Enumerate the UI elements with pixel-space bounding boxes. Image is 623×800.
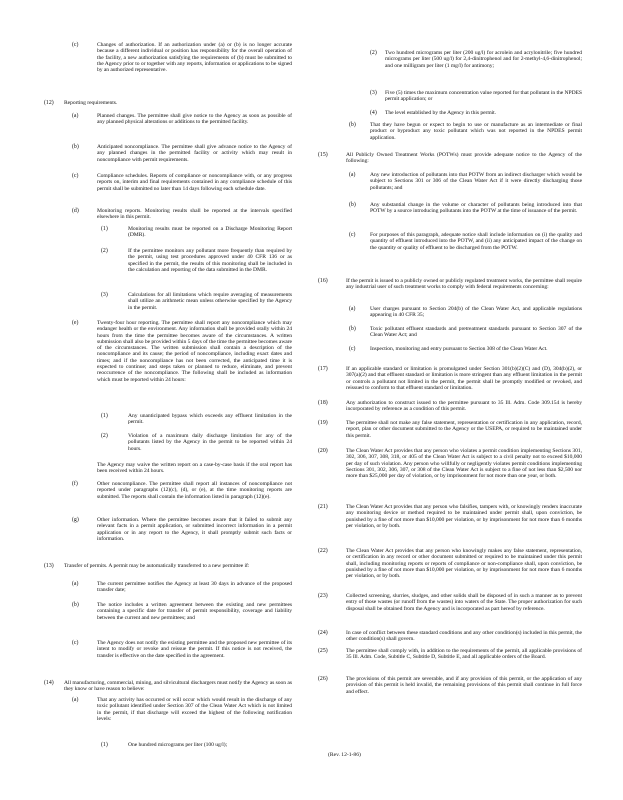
right-paragraph-marker: (b) (349, 122, 356, 128)
right-paragraph: User charges pursuant to Section 204(b) of the Clean Water Act, and applicable regulations appearing in 40 CFR 35; (370, 306, 582, 319)
left-paragraph-marker: (1) (101, 226, 108, 232)
right-paragraph-marker: (b) (349, 326, 356, 332)
right-paragraph: If an applicable standard or limitation is promulgated under Section 301(b)(2)(C) and (D), 304(b)(2), or 307(a)(2) and that effluent standard or limitation is more stringent than any effluent limitation in the permit or controls a pollutant not limited in the permit, the permit shall be promptly modified or revoked, and reissued to conform to that effluent standard or limitation. (346, 366, 582, 391)
right-paragraph-marker: (22) (318, 548, 328, 554)
left-paragraph: Any unanticipated bypass which exceeds any effluent limitation in the permit. (128, 413, 292, 426)
right-paragraph-marker: (4) (370, 110, 377, 116)
left-paragraph: Reporting requirements. (64, 100, 118, 106)
right-paragraph: Two hundred micrograms per liter (200 ug/l) for acrolein and acrylonitrile; five hundred micrograms per liter (500 ug/l) for 2,4-dinitrophenol and for 2-methyl-4,6-dinitrophenol; and one milligram per liter (1 mg/l) for antimony; (385, 50, 582, 69)
left-paragraph-marker: (e) (72, 320, 79, 326)
right-paragraph: For purposes of this paragraph, adequate notice shall include information on (i) the quality and quantity of effluent introduced into the POTW, and (ii) any anticipated impact of the change on the quantity or quality of effluent to be discharged from the POTW. (370, 232, 582, 251)
left-paragraph-marker: (3) (101, 292, 108, 298)
right-paragraph-marker: (17) (318, 366, 328, 372)
right-paragraph-marker: (23) (318, 593, 328, 599)
left-paragraph: The notice includes a written agreement between the existing and new permittees containing a specific date for transfer of permit responsibility, coverage and liability between the current and new permittees; and (97, 602, 292, 621)
left-paragraph-marker: (a) (72, 581, 79, 587)
left-paragraph: Anticipated noncompliance. The permittee shall give advance notice to the Agency of any planned changes in the permitted facility or activity which may result in noncompliance with permit requirements. (97, 144, 292, 163)
right-paragraph-marker: (26) (318, 676, 328, 682)
left-paragraph: Violation of a maximum daily discharge limitation for any of the pollutants listed by the Agency in the permit to be reported within 24 hours. (128, 433, 292, 452)
right-paragraph: All Publicly Owned Treatment Works (POTWs) must provide adequate notice to the Agency of the following: (346, 152, 582, 165)
left-paragraph-marker: (1) (101, 413, 108, 419)
left-paragraph-marker: (b) (72, 602, 79, 608)
right-paragraph-marker: (a) (349, 306, 356, 312)
left-paragraph: Planned changes. The permittee shall give notice to the Agency as soon as possible of any planned physical alterations or additions to the permitted facility. (97, 113, 292, 126)
right-paragraph: Five (5) times the maximum concentration value reported for that pollutant in the NPDES permit application; or (385, 90, 582, 103)
left-paragraph-marker: (c) (72, 640, 79, 646)
left-paragraph: One hundred micrograms per liter (100 ug/l); (128, 742, 228, 748)
revision-footer: (Rev. 12-1-86) (328, 752, 361, 758)
left-paragraph: Transfer of permits. A permit may be automatically transferred to a new permittee if: (64, 563, 250, 569)
right-paragraph: Any authorization to construct issued to the permittee pursuant to 35 Ill. Adm. Code 309.154 is hereby incorporated by reference as a condition of this permit. (346, 400, 582, 413)
left-paragraph: That any activity has occurred or will occur which would result in the discharge of any toxic pollutant identified under Section 307 of the Clean Water Act which is not limited in the permit, if that discharge will exceed the highest of the following notification levels: (97, 697, 292, 722)
right-paragraph-marker: (c) (349, 232, 356, 238)
left-paragraph-marker: (c) (72, 42, 79, 48)
left-paragraph: Other information. Where the permittee becomes aware that it failed to submit any relevant facts in a permit application, or submitted incorrect information in a permit application or in any report to the Agency, it shall promptly submit such facts or information. (97, 517, 292, 542)
right-paragraph: Any substantial change in the volume or character of pollutants being introduced into that POTW by a source introducing pollutants into the POTW at the time of issuance of the permit. (370, 202, 582, 215)
left-paragraph: The Agency does not notify the existing permittee and the proposed new permittee of its intent to modify or revoke and reissue the permit. If this notice is not received, the transfer is effective on the date specified in the agreement. (97, 640, 292, 659)
left-paragraph-marker: (c) (72, 173, 79, 179)
left-paragraph: The current permittee notifies the Agency at least 30 days in advance of the proposed transfer date; (97, 581, 292, 594)
right-paragraph-marker: (20) (318, 448, 328, 454)
right-paragraph-marker: (16) (318, 278, 328, 284)
right-paragraph: In case of conflict between these standard conditions and any other condition(s) included in this permit, the other condition(s) shall govern. (346, 630, 582, 643)
right-paragraph: The Clean Water Act provides that any person who falsifies, tampers with, or knowingly renders inaccurate any monitoring device or method required to be maintained under permit shall, upon conviction, be punished by a fine of not more than $10,000 per violation, or by imprisonment for not more than 6 months per violation, or by both. (346, 504, 582, 529)
right-paragraph: The Clean Water Act provides that any person who violates a permit condition implementing Sections 301, 302, 306, 307, 308, 318, or 405 of the Clean Water Act is subject to a civil penalty not to exceed $10,000 per day of such violation. Any person who willfully or negligently violates permit conditions implementing Sections 301, 302, 306, 307, or 308 of the Clean Water Act is subject to a fine of not less than $2,500 nor more than $25,000 per day of violation, or by imprisonment for not more than one year, or both. (346, 448, 582, 480)
right-paragraph-marker: (3) (370, 90, 377, 96)
right-paragraph: If the permit is issued to a publicly owned or publicly regulated treatment works, the permittee shall require any industrial user of such treatment works to comply with federal requirements concerning: (346, 278, 582, 291)
left-paragraph: The Agency may waive the written report on a case-by-case basis if the oral report has been received within 24 hours. (97, 462, 292, 475)
right-paragraph-marker: (2) (370, 50, 377, 56)
left-paragraph-marker: (a) (72, 697, 79, 703)
right-paragraph-marker: (21) (318, 504, 328, 510)
right-paragraph-marker: (24) (318, 630, 328, 636)
left-paragraph-marker: (f) (72, 481, 78, 487)
left-paragraph-marker: (b) (72, 144, 79, 150)
left-paragraph: Calculations for all limitations which require averaging of measurements shall utilize an arithmetic mean unless otherwise specified by the Agency in the permit. (128, 292, 292, 311)
left-paragraph: If the permittee monitors any pollutant more frequently than required by the permit, using test procedures approved under 40 CFR 136 or as specified in the permit, the results of this monitoring shall be included in the calculation and reporting of the data submitted in the DMR. (128, 248, 292, 273)
right-paragraph: The permittee shall not make any false statement, representation or certification in any application, record, report, plan or other document submitted to the Agency or the USEPA, or required to be maintained under this permit. (346, 420, 582, 439)
right-paragraph: The Clean Water Act provides that any person who knowingly makes any false statement, representation, or certification in any record or other document submitted or required to be maintained under this permit shall, including monitoring reports or reports of compliance or non-compliance shall, upon conviction, be punished by a fine of not more than $10,000 per violation, or by imprisonment for not more than 6 months per violation, or by both. (346, 548, 582, 580)
left-paragraph: Twenty-four hour reporting. The permittee shall report any noncompliance which may endanger health or the environment. Any information shall be provided orally within 24 hours from the time the permittee becomes aware of the circumstances. A written submission shall also be provided within 5 days of the time the permittee becomes aware of the circumstances. The written submission shall contain a description of the noncompliance and its cause; the period of noncompliance, including exact dates and times; and if the noncompliance has not been corrected, the anticipated time it is expected to continue; and steps taken or planned to reduce, eliminate, and prevent reoccurrence of the noncompliance. The following shall be included as information which must be reported within 24 hours: (97, 320, 292, 383)
left-paragraph-marker: (14) (44, 680, 54, 686)
left-paragraph-marker: (a) (72, 113, 79, 119)
right-paragraph: The level established by the Agency in this permit. (385, 110, 497, 116)
right-paragraph-marker: (a) (349, 172, 356, 178)
right-paragraph-marker: (18) (318, 400, 328, 406)
right-paragraph-marker: (b) (349, 202, 356, 208)
right-paragraph-marker: (15) (318, 152, 328, 158)
left-paragraph-marker: (2) (101, 248, 108, 254)
right-paragraph: Any new introduction of pollutants into that POTW from an indirect discharger which would be subject to Sections 301 or 306 of the Clean Water Act if it were directly discharging those pollutants; and (370, 172, 582, 191)
right-paragraph: Toxic pollutant effluent standards and pretreatment standards pursuant to Section 307 of the Clean Water Act; and (370, 326, 582, 339)
right-paragraph: The permittee shall comply with, in addition to the requirements of the permit, all applicable provisions of 35 Ill. Adm. Code, Subtitle C, Subtitle D, Subtitle E, and all applicable orders of the Board. (346, 648, 582, 661)
left-paragraph-marker: (13) (44, 563, 54, 569)
right-paragraph-marker: (25) (318, 648, 328, 654)
right-paragraph-marker: (c) (349, 346, 356, 352)
right-paragraph-marker: (19) (318, 420, 328, 426)
right-paragraph: Collected screening, slurries, sludges, and other solids shall be disposed of in such a manner as to prevent entry of those wastes (or runoff from the wastes) into waters of the State. The proper authorization for such disposal shall be obtained from the Agency and is incorporated as part hereof by reference. (346, 593, 582, 612)
left-paragraph-marker: (d) (72, 208, 79, 214)
left-paragraph: Compliance schedules. Reports of compliance or noncompliance with, or any progress reports on, interim and final requirements contained in any compliance schedule of this permit shall be submitted no later than 14 days following each schedule date. (97, 173, 292, 192)
left-paragraph-marker: (1) (101, 742, 108, 748)
left-paragraph: Monitoring results must be reported on a Discharge Monitoring Report (DMR). (128, 226, 292, 239)
left-paragraph: Other noncompliance. The permittee shall report all instances of noncompliance not reported under paragraphs (12)(c), (d), or (e), at the time monitoring reports are submitted. The reports shall contain the information listed in paragraph (12)(e). (97, 481, 292, 500)
left-paragraph: Monitoring reports. Monitoring results shall be reported at the intervals specified elsewhere in this permit. (97, 208, 292, 221)
right-paragraph: Inspection, monitoring and entry pursuant to Section 308 of the Clean Water Act. (370, 346, 548, 352)
left-paragraph-marker: (2) (101, 433, 108, 439)
left-paragraph: Changes of authorization. If an authorization under (a) or (b) is no longer accurate because a different individual or position has responsibility for the overall operation of the facility, a new authorization satisfying the requirements of (b) must be submitted to the Agency prior to or together with any reports, information or applications to be signed by an authorized representative. (97, 42, 292, 74)
left-paragraph-marker: (g) (72, 517, 79, 523)
left-paragraph-marker: (12) (44, 100, 54, 106)
left-paragraph: All manufacturing, commercial, mining, and silvicultural dischargers must notify the Agency as soon as they know or have reason to believe: (64, 680, 292, 693)
right-paragraph: The provisions of this permit are severable, and if any provision of this permit, or the application of any provision of this permit is held invalid, the remaining provisions of this permit shall continue in full force and effect. (346, 676, 582, 695)
right-paragraph: That they have begun or expect to begin to use or manufacture as an intermediate or final product or byproduct any toxic pollutant which was not reported in the NPDES permit application. (370, 122, 582, 141)
